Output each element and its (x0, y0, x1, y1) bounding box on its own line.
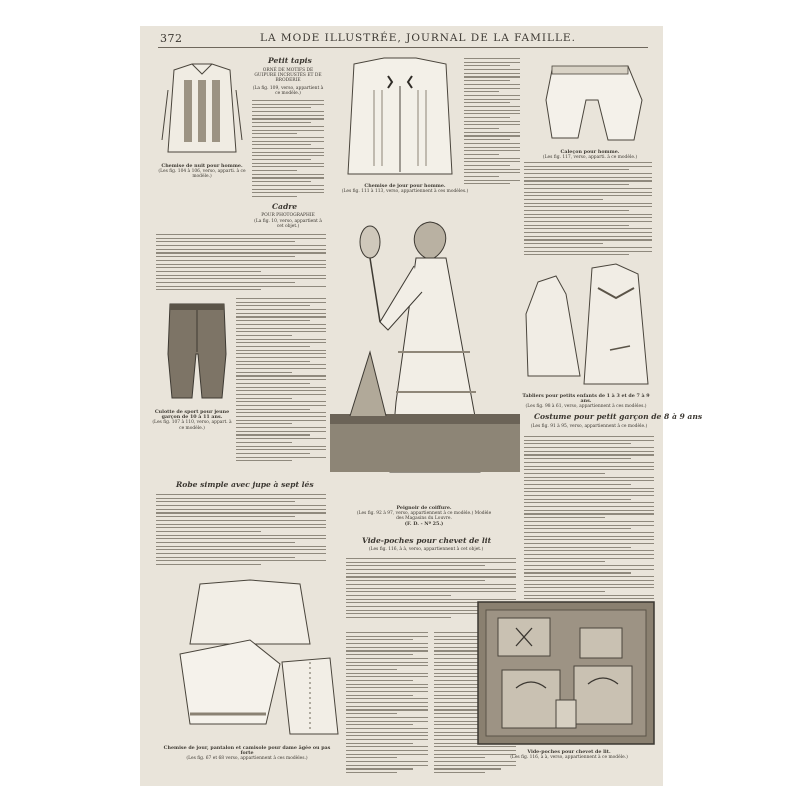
caption-ref: (Les fig. 67 et 68 verso, appartiennent à ces modèles.) (186, 756, 308, 762)
section-title-costume: Costume pour petit garçon de 8 à 9 ans (534, 412, 703, 421)
caption-ref: (Les fig. 117, verso, apparti. à ce modèle.) (542, 155, 638, 161)
caption-ref: (Les fig. 111 à 113, verso, appartiennent à ces modèles.) (341, 189, 469, 195)
caption-breeches (152, 410, 232, 431)
caption-dress-shirt (340, 184, 470, 194)
caption-ref: (Les fig. 92 à 97, verso, appartiennent à ce modèle.) (356, 511, 474, 517)
journal-page (140, 26, 703, 786)
caption-title: Chemise de jour, pantalon et camisole pour dame âgée ou pas forte (163, 745, 331, 757)
child-aprons-illustration (520, 254, 652, 394)
section-ref-videpoche: (Les fig. 116, à à, verso, appartiennent à cet objet.) (368, 547, 484, 552)
text-column-breeches (236, 298, 326, 476)
text-column-bottom-middle-left (346, 632, 428, 782)
text-column-tapis (252, 100, 324, 200)
caption-title: Tabliers pour petits enfants de 1 à 3 et de 7 à 9 ans. (522, 393, 650, 405)
text-block-costume (524, 436, 654, 612)
section-title-cadre: Cadre (272, 202, 298, 211)
caption-title: Caleçon pour homme. (560, 149, 620, 155)
section-subtitle-tapis: ORNÉ DE MOTIFS DE GUIPURE INCRUSTÉS ET DE BRODERIE (254, 68, 322, 84)
section-title-tapis: Petit tapis (268, 56, 312, 65)
caption-aprons (518, 394, 654, 410)
caption-ref: (Les fig. 98 à 61, verso, appartiennent à ces modèles.) (525, 404, 647, 410)
caption-title: Vide-poches pour chevet de lit. (527, 749, 611, 755)
text-column-top-right (464, 58, 520, 188)
section-subtitle-cadre: POUR PHOTOGRAPHIE (261, 213, 315, 218)
page-number: 372 (160, 32, 183, 45)
caption-title: Peignoir de coiffure. (396, 505, 452, 511)
caption-title: Chemise de nuit pour homme. (161, 163, 243, 169)
caption-pocket-panel (494, 750, 644, 760)
lady-undergarments-illustration (170, 574, 340, 742)
page-header (140, 26, 663, 48)
section-ref-cadre: (La fig. 10, verso, appartient à cet objet.) (254, 219, 322, 230)
caption-mark: (F. D. - Nº 25.) (404, 520, 444, 527)
man-drawers-illustration (538, 60, 650, 146)
man-nightshirt-illustration (162, 60, 242, 160)
section-ref-tapis: (La fig. 109, verso, appartient à ce modèle.) (252, 86, 324, 97)
caption-ref: (Les fig. 116, à à, verso, appartiennent à ce modèle.) (510, 755, 628, 761)
man-dress-shirt-illustration (344, 56, 456, 180)
caption-ref: (Les fig. 104 à 106, verso, apparti. à ce modèle.) (158, 169, 246, 180)
caption-dressing-gown (354, 506, 494, 527)
section-title-robe: Robe simple avec jupe à sept lés (176, 480, 314, 489)
caption-title: Chemise de jour pour homme. (364, 183, 446, 189)
running-title: LA MODE ILLUSTRÉE, JOURNAL DE LA FAMILLE. (260, 32, 576, 44)
caption-note: Modèle des Magasins du Louvre. (396, 511, 492, 522)
caption-title: Culotte de sport pour jeune garçon de 10 à 11 ans. (154, 409, 230, 421)
section-title-videpoche: Vide-poches pour chevet de lit (362, 536, 492, 545)
caption-undergarments (162, 746, 332, 762)
header-rule (158, 47, 648, 48)
text-block-robe (156, 494, 326, 572)
text-block-right-1 (524, 162, 652, 262)
bedside-pocket-panel-illustration (476, 600, 656, 746)
section-ref-costume: (Les fig. 91 à 95, verso, appartiennent à ce modèle.) (530, 424, 648, 429)
woman-dressing-gown-illustration (330, 202, 520, 504)
caption-ref: (Les fig. 107 à 110, verso, appart. à ce modèle.) (152, 420, 232, 431)
caption-nightshirt (150, 164, 254, 180)
text-block-left-1 (156, 234, 326, 296)
sport-breeches-illustration (162, 298, 232, 408)
caption-drawers (532, 150, 648, 160)
